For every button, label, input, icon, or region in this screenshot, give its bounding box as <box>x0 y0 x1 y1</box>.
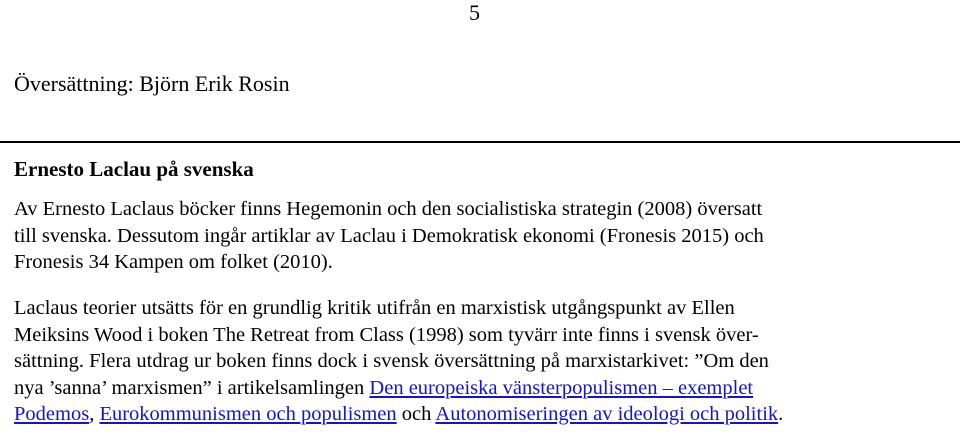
paragraph-line <box>14 401 954 428</box>
sentence-end: . <box>778 403 784 425</box>
paragraph-laclau-books <box>14 196 954 276</box>
link-autonomiseringen[interactable]: Autonomiseringen av ideologi och politik <box>435 403 779 425</box>
section-divider <box>0 141 960 143</box>
separator: och <box>396 403 436 425</box>
paragraph-laclau-critique <box>14 295 954 428</box>
link-eurokommunismen[interactable]: Eurokommunismen och populismen <box>99 403 397 425</box>
separator: , <box>89 403 100 425</box>
paragraph-line: Meiksins Wood i boken The Retreat from Class (1998) som tyvärr inte finns i svensk över- <box>14 323 759 346</box>
link-europeiska-vansterpopulismen-cont[interactable]: Podemos <box>14 403 90 425</box>
paragraph-line: till svenska. Dessutom ingår artiklar av Laclau i Demokratisk ekonomi (Fronesis 2015) och <box>14 224 764 247</box>
translator-credit: Översättning: Björn Erik Rosin <box>14 71 290 96</box>
section-heading: Ernesto Laclau på svenska <box>14 157 254 181</box>
page-number: 5 <box>469 0 480 25</box>
paragraph-line: Av Ernesto Laclaus böcker finns Hegemonin och den socialistiska strategin (2008) översatt <box>14 198 763 220</box>
paragraph-text: nya ’sanna’ marxismen” i artikelsamlingen <box>14 376 370 399</box>
paragraph-line: sättning. Flera utdrag ur boken finns dock i svensk översättning på marxistarkivet: ”Om den <box>14 350 769 372</box>
paragraph-line: Fronesis 34 Kampen om folket (2010). <box>14 251 333 273</box>
paragraph-line: Laclaus teorier utsätts för en grundlig kritik utifrån en marxistisk utgångspunkt av Ellen <box>14 297 735 319</box>
paragraph-line <box>14 375 954 402</box>
link-europeiska-vansterpopulismen[interactable]: Den europeiska vänsterpopulismen – exemplet <box>369 376 754 399</box>
